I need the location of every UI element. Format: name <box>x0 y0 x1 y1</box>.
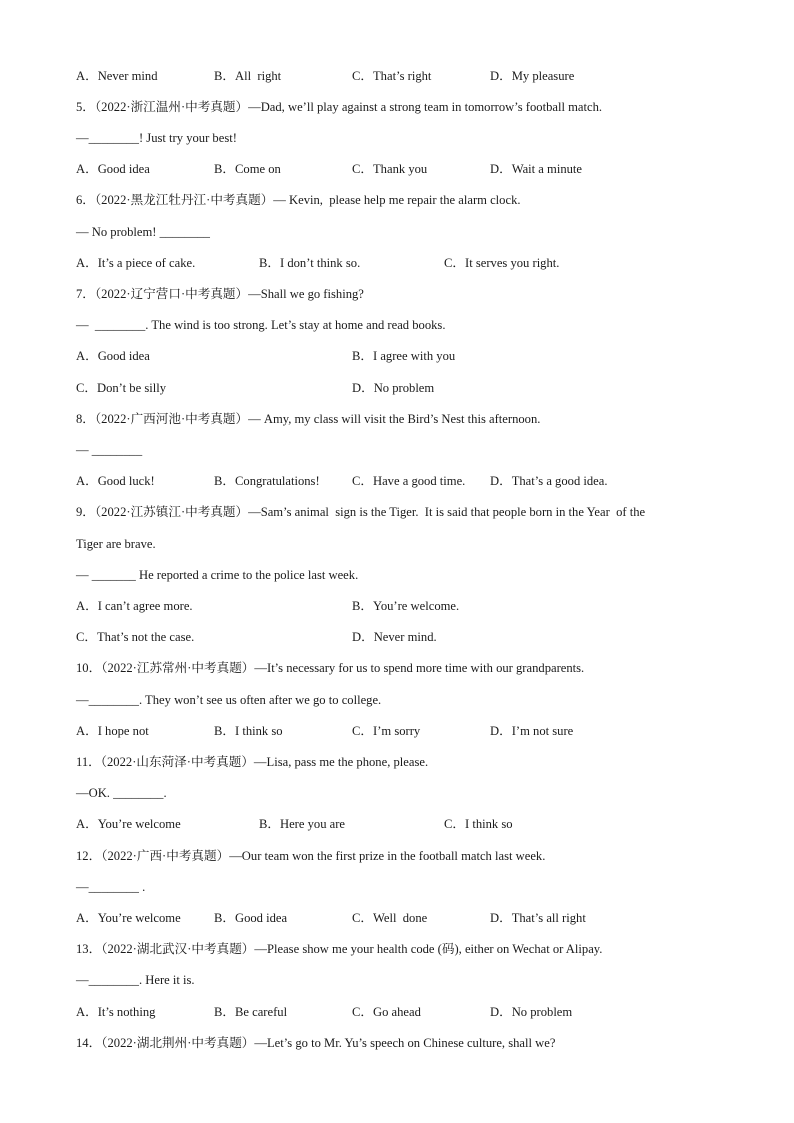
answer-option: C．Don’t be silly <box>76 381 167 395</box>
answer-option: C．That’s not the case. <box>76 630 195 644</box>
question-line: Tiger are brave. <box>76 537 156 551</box>
answer-option: B．I agree with you <box>352 349 456 363</box>
question-line: —________. Here it is. <box>76 973 195 987</box>
answer-option: A．You’re welcome <box>76 817 181 831</box>
question-line: 10．（2022·江苏常州·中考真题）—It’s necessary for us to spend more time with our grandparents. <box>76 661 585 675</box>
answer-option: D．I’m not sure <box>490 724 574 738</box>
answer-option: D．Wait a minute <box>490 162 583 176</box>
answer-option: A．It’s nothing <box>76 1005 156 1019</box>
question-line: 11．（2022·山东菏泽·中考真题）—Lisa, pass me the phone, please. <box>76 755 429 769</box>
answer-option: D．That’s a good idea. <box>490 474 608 488</box>
answer-option: C．It serves you right. <box>444 256 560 270</box>
answer-option: D．My pleasure <box>490 69 575 83</box>
answer-option: B．All right <box>214 69 282 83</box>
question-line: 7．（2022·辽宁营口·中考真题）—Shall we go fishing? <box>76 287 364 301</box>
question-line: — ________. The wind is too strong. Let’s stay at home and read books. <box>76 318 446 332</box>
question-line: —OK. ________. <box>76 786 167 800</box>
question-line: — No problem! ________ <box>76 225 210 239</box>
question-line: —________! Just try your best! <box>76 131 237 145</box>
answer-option: D．That’s all right <box>490 911 586 925</box>
answer-option: D．No problem <box>490 1005 573 1019</box>
answer-option: C．Go ahead <box>352 1005 421 1019</box>
answer-option: D．Never mind. <box>352 630 437 644</box>
answer-option: B．Congratulations! <box>214 474 320 488</box>
answer-option: C．Thank you <box>352 162 428 176</box>
answer-option: B．Good idea <box>214 911 288 925</box>
question-line: 9．（2022·江苏镇江·中考真题）—Sam’s animal sign is the Tiger. It is said that people born in the Year of the <box>76 505 646 519</box>
answer-option: C．Well done <box>352 911 428 925</box>
answer-option: B．Come on <box>214 162 281 176</box>
question-line: 13．（2022·湖北武汉·中考真题）—Please show me your health code (码), either on Wechat or Alipay. <box>76 942 603 956</box>
answer-option: A．It’s a piece of cake. <box>76 256 196 270</box>
question-line: 5．（2022·浙江温州·中考真题）—Dad, we’ll play against a strong team in tomorrow’s football match. <box>76 100 603 114</box>
answer-option: C．I think so <box>444 817 513 831</box>
answer-option: B．I don’t think so. <box>259 256 361 270</box>
answer-option: B．I think so <box>214 724 283 738</box>
answer-option: B．You’re welcome. <box>352 599 460 613</box>
answer-option: A．You’re welcome <box>76 911 181 925</box>
answer-option: B．Be careful <box>214 1005 288 1019</box>
question-line: 12．（2022·广西·中考真题）—Our team won the first prize in the football match last week. <box>76 849 546 863</box>
answer-option: A．Good idea <box>76 162 150 176</box>
answer-option: D．No problem <box>352 381 435 395</box>
question-line: 8．（2022·广西河池·中考真题）— Amy, my class will visit the Bird’s Nest this afternoon. <box>76 412 541 426</box>
answer-option: A．I hope not <box>76 724 149 738</box>
question-line: —________ . <box>76 880 146 894</box>
answer-option: C．Have a good time. <box>352 474 466 488</box>
question-line: —________. They won’t see us often after we go to college. <box>76 693 382 707</box>
question-line: 14．（2022·湖北荆州·中考真题）—Let’s go to Mr. Yu’s speech on Chinese culture, shall we? <box>76 1036 556 1050</box>
question-line: — _______ He reported a crime to the police last week. <box>76 568 359 582</box>
answer-option: C．I’m sorry <box>352 724 421 738</box>
answer-option: C．That’s right <box>352 69 432 83</box>
answer-option: A．Good idea <box>76 349 150 363</box>
answer-option: A．Good luck! <box>76 474 155 488</box>
question-line: 6．（2022·黑龙江牡丹江·中考真题）— Kevin, please help me repair the alarm clock. <box>76 193 521 207</box>
question-line: — ________ <box>76 443 143 457</box>
answer-option: A．Never mind <box>76 69 158 83</box>
answer-option: B．Here you are <box>259 817 346 831</box>
answer-option: A．I can’t agree more. <box>76 599 193 613</box>
